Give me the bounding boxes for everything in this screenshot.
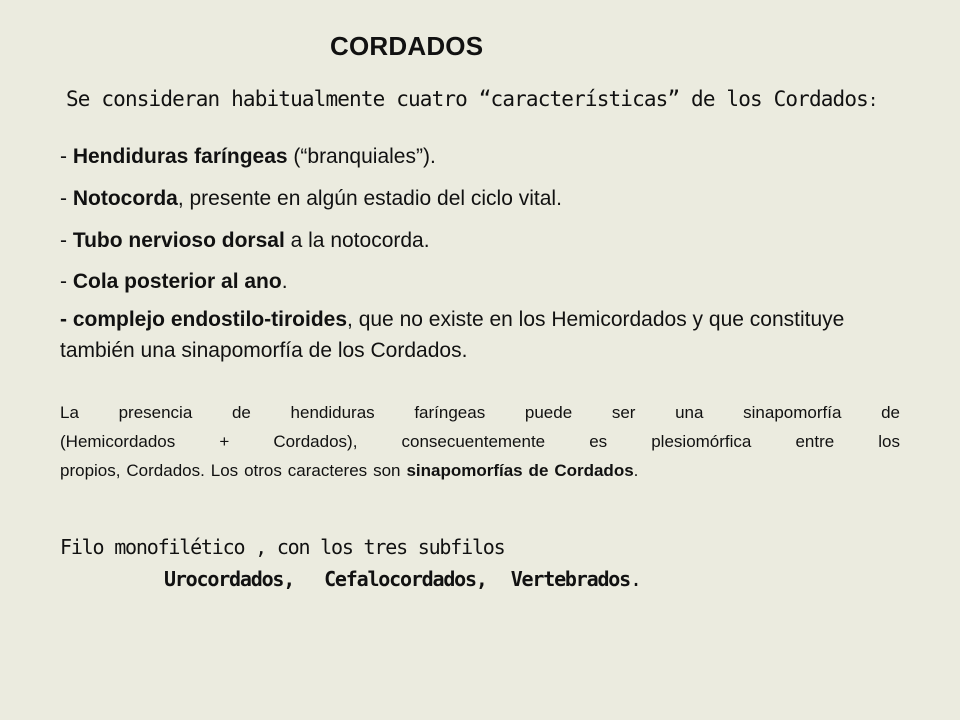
note-end: . [633, 461, 639, 480]
intro-sentence: Se consideran habitualmente cuatro “características” de los Cordados [66, 87, 868, 111]
list-item [60, 304, 920, 366]
intro-text [66, 87, 877, 111]
item-term: Notocorda [72, 187, 178, 210]
subfilos-end: . [629, 567, 641, 591]
subfilos-list [164, 567, 641, 591]
item-description: (“branquiales”). [287, 145, 436, 168]
note-line: La presencia de hendiduras faríngeas puede ser una sinapomorfía de [60, 403, 900, 422]
item-prefix: - [60, 187, 73, 210]
note-line [60, 456, 900, 485]
list-item [60, 187, 562, 211]
item-description: , presente en algún estadio del ciclo vital. [177, 187, 562, 210]
item-term: Hendiduras faríngeas [72, 145, 288, 168]
item-prefix: - [60, 270, 73, 293]
item-term: - complejo endostilo-tiroides [60, 308, 348, 331]
note-line: (Hemicordados + Cordados), consecuentemente es plesiomórfica entre los [60, 432, 900, 451]
item-description: . [281, 270, 288, 293]
item-prefix: - [60, 145, 73, 168]
filo-text: Filo monofilético , con los tres subfilos [60, 535, 505, 559]
note-paragraph [60, 398, 900, 485]
item-term: Cola posterior al ano [72, 270, 282, 293]
intro-colon: : [867, 91, 878, 111]
subfilo-vertebrados: Vertebrados [510, 567, 630, 591]
item-description: , que no existe en los Hemicordados y que constituye también una sinapomorfía de los Cordados. [60, 308, 845, 362]
item-description: a la notocorda. [284, 229, 430, 252]
item-prefix: - [60, 229, 73, 252]
note-emphasis: sinapomorfías de Cordados [406, 461, 634, 480]
list-item [60, 270, 288, 294]
subfilo-urocordados: Urocordados, [164, 567, 295, 591]
list-item [60, 229, 430, 253]
item-term: Tubo nervioso dorsal [72, 229, 285, 252]
subfilo-cefalocordados: Cefalocordados, [324, 567, 487, 591]
note-text: propios, Cordados. Los otros caracteres son [60, 461, 407, 480]
list-item [60, 145, 436, 169]
page-title: CORDADOS [330, 31, 484, 61]
